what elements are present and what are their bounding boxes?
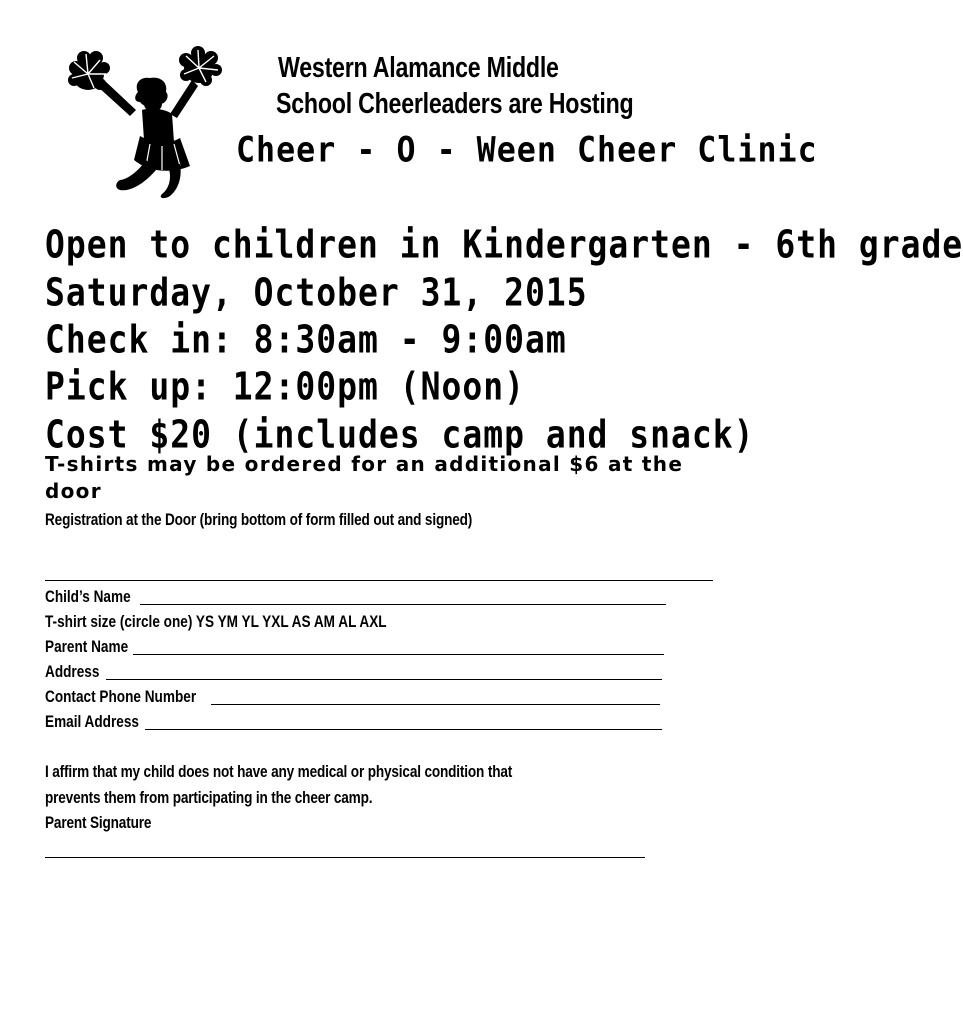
email-label: Email Address [45, 712, 139, 731]
address-label: Address [45, 662, 100, 681]
affirmation-line-2: prevents them from participating in the cheer camp. [45, 788, 373, 807]
child-name-field[interactable] [140, 604, 666, 605]
signature-label: Parent Signature [45, 813, 152, 832]
phone-label: Contact Phone Number [45, 687, 197, 706]
info-date: Saturday, October 31, 2015 [45, 270, 588, 315]
address-field[interactable] [106, 679, 662, 680]
child-name-label: Child’s Name [45, 587, 131, 606]
tshirt-note: T-shirts may be ordered for an additional $6 at the door [45, 452, 684, 503]
info-cost: Cost $20 (includes camp and snack) [45, 412, 755, 457]
tshirt-size-label: T-shirt size (circle one) YS YM YL YXL AS AM AL AXL [45, 612, 387, 631]
cut-line [45, 580, 713, 581]
affirmation-line-1: I affirm that my child does not have any medical or physical condition that [45, 762, 513, 781]
header-line-2: School Cheerleaders are Hosting [276, 88, 634, 120]
clinic-title: Cheer - O - Ween Cheer Clinic [236, 130, 818, 171]
phone-field[interactable] [211, 704, 660, 705]
signature-field[interactable] [45, 857, 645, 858]
parent-name-field[interactable] [133, 654, 664, 655]
parent-name-label: Parent Name [45, 637, 129, 656]
header-line-1: Western Alamance Middle [278, 52, 559, 84]
email-field[interactable] [145, 729, 662, 730]
info-pick-up: Pick up: 12:00pm (Noon) [45, 364, 525, 409]
info-check-in: Check in: 8:30am - 9:00am [45, 317, 567, 362]
registration-note: Registration at the Door (bring bottom of form filled out and signed) [45, 510, 473, 529]
info-eligibility: Open to children in Kindergarten - 6th grade [45, 222, 963, 267]
cheerleader-icon [64, 48, 229, 198]
